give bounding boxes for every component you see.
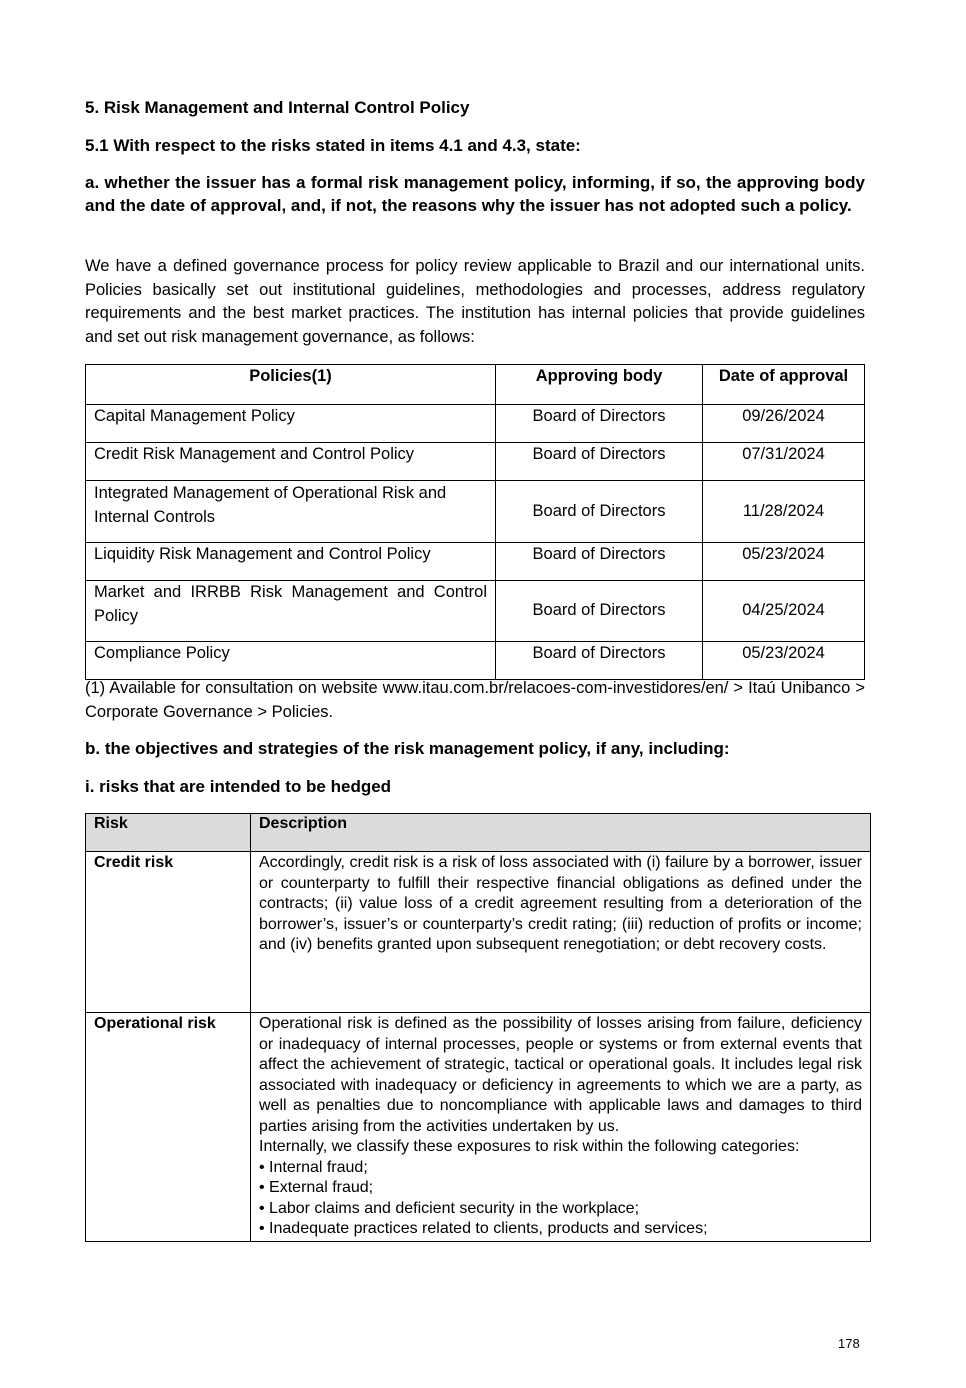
question-a: a. whether the issuer has a formal risk management policy, informing, if so, the approving body and the date of approval, and, if not, the reasons why the issuer has not adopted such a policy. — [85, 173, 865, 215]
description-paragraph: Operational risk is defined as the possibility of losses arising from failure, deficiency or inadequacy of internal processes, people or systems or from external events that affect the achievement of strategic, tactical or operational goals. It includes legal risk associated with inadequacy or deficiency in agreements to which we are a party, as well as penalties due to noncompliance with applicable laws and damages to third parties arising from the activities undertaken by us. — [259, 1015, 862, 1135]
table-row — [86, 852, 871, 1013]
subsection-title: 5.1 With respect to the risks stated in items 4.1 and 4.3, state: — [85, 136, 581, 155]
risk-name: Operational risk — [86, 1013, 251, 1242]
section-title: 5. Risk Management and Internal Control Policy — [85, 98, 470, 117]
approval-date: 09/26/2024 — [703, 405, 865, 443]
risk-name: Credit risk — [86, 852, 251, 1013]
risk-header-description: Description — [251, 814, 871, 852]
risk-description — [251, 1013, 871, 1242]
table-row — [86, 481, 865, 543]
policy-header-policies: Policies(1) — [86, 365, 496, 405]
policy-name: Market and IRRBB Risk Management and Control Policy — [86, 581, 496, 642]
policy-table — [85, 364, 865, 680]
policy-name: Credit Risk Management and Control Policy — [86, 443, 496, 481]
list-item: • External fraud; — [259, 1179, 374, 1196]
approving-body: Board of Directors — [496, 443, 703, 481]
risk-description — [251, 852, 871, 1013]
description-paragraph: Accordingly, credit risk is a risk of loss associated with (i) failure by a borrower, issuer or counterparty to fulfill their respective financial obligations as defined under the contracts; (ii) value loss of a credit agreement resulting from a deterioration of the borrower’s, issuer’s or counterparty’s credit rating; (iii) reduction of profits or income; and (iv) benefits granted upon subsequent renegotiation; or debt recovery costs. — [259, 854, 862, 953]
policy-name: Liquidity Risk Management and Control Policy — [86, 543, 496, 581]
approving-body: Board of Directors — [496, 543, 703, 581]
table-row — [86, 543, 865, 581]
policy-header-approving-body: Approving body — [496, 365, 703, 405]
policy-table-header-row — [86, 365, 865, 405]
question-b: b. the objectives and strategies of the risk management policy, if any, including: — [85, 739, 730, 758]
table-row — [86, 1013, 871, 1242]
table-row — [86, 405, 865, 443]
page-number: 178 — [838, 1336, 860, 1351]
risk-table — [85, 813, 871, 1242]
approval-date: 07/31/2024 — [703, 443, 865, 481]
policy-name: Compliance Policy — [86, 642, 496, 680]
approving-body: Board of Directors — [496, 642, 703, 680]
list-item: • Internal fraud; — [259, 1158, 368, 1176]
table-row — [86, 443, 865, 481]
question-i: i. risks that are intended to be hedged — [85, 777, 392, 796]
approval-date: 05/23/2024 — [703, 543, 865, 581]
approving-body: Board of Directors — [496, 405, 703, 443]
approval-date: 05/23/2024 — [703, 642, 865, 680]
approval-date: 11/28/2024 — [703, 481, 865, 543]
table-row — [86, 581, 865, 642]
description-paragraph: Internally, we classify these exposures to risk within the following categories: — [259, 1138, 800, 1155]
policy-name: Capital Management Policy — [86, 405, 496, 443]
list-item: • Labor claims and deficient security in the workplace; — [259, 1199, 640, 1217]
risk-header-risk: Risk — [86, 814, 251, 852]
policy-header-date: Date of approval — [703, 365, 865, 405]
intro-paragraph: We have a defined governance process for policy review applicable to Brazil and our international units. Policies basically set out institutional guidelines, methodologies and processes, address regulatory requirements and the best market practices. The institution has internal policies that provide guidelines and set out risk management governance, as follows: — [85, 257, 865, 346]
risk-table-header-row — [86, 814, 871, 852]
approving-body: Board of Directors — [496, 481, 703, 543]
approving-body: Board of Directors — [496, 581, 703, 642]
policy-name: Integrated Management of Operational Risk and Internal Controls — [86, 481, 496, 543]
list-item: • Inadequate practices related to clients, products and services; — [259, 1220, 708, 1237]
approval-date: 04/25/2024 — [703, 581, 865, 642]
policy-footnote: (1) Available for consultation on website www.itau.com.br/relacoes-com-investidores/en/ > Itaú Unibanco > Corporate Governance > Policies. — [85, 679, 865, 721]
table-row — [86, 642, 865, 680]
